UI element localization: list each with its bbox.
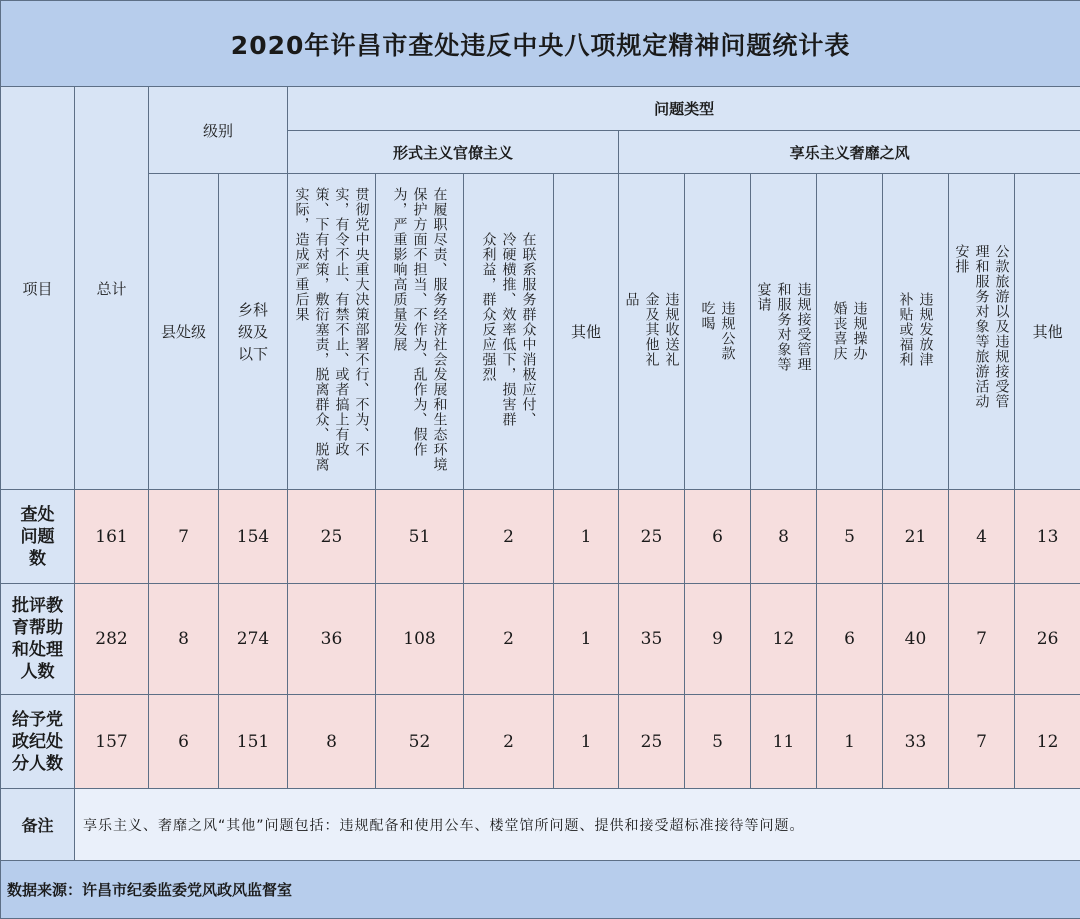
table-cell: 1 — [817, 695, 883, 789]
row-label-cases — [1, 490, 75, 584]
data-source: 数据来源：许昌市纪委监委党风政风监督室 — [1, 861, 1080, 919]
header-hedonism-5-text: 违规发放津补贴或福利 — [897, 291, 934, 367]
table-cell: 2 — [464, 584, 554, 695]
table-cell: 6 — [817, 584, 883, 695]
row-label-disciplined-text: 给予党政纪处分人数 — [12, 709, 63, 774]
table-cell: 6 — [685, 490, 751, 584]
table-cell: 33 — [883, 695, 949, 789]
header-hedonism-other: 其他 — [1015, 174, 1080, 490]
table-cell: 4 — [949, 490, 1015, 584]
table-cell: 12 — [1015, 695, 1080, 789]
header-formalism: 形式主义官僚主义 — [288, 131, 619, 174]
table-cell: 13 — [1015, 490, 1080, 584]
header-formalism-2 — [376, 174, 464, 490]
note-label: 备注 — [1, 789, 75, 861]
header-formalism-1 — [288, 174, 376, 490]
table-cell: 2 — [464, 695, 554, 789]
header-hedonism: 享乐主义奢靡之风 — [619, 131, 1080, 174]
table-cell: 8 — [288, 695, 376, 789]
table-cell: 2 — [464, 490, 554, 584]
table-cell: 25 — [619, 695, 685, 789]
header-hedonism-2-text: 违规公款吃喝 — [699, 300, 736, 361]
row-label-disciplined — [1, 695, 75, 789]
table-cell: 1 — [554, 490, 619, 584]
header-formalism-1-text: 贯彻党中央重大决策部署不行、不为、不实，有令不止、有禁不止、或者搞上有政策、下有对策，敷衍塞责，脱离群众、脱离实际，造成严重后果 — [293, 186, 370, 472]
table-cell: 26 — [1015, 584, 1080, 695]
header-hedonism-6-text: 公款旅游以及违规接受管理和服务对象等旅游活动安排 — [953, 244, 1010, 409]
table-cell: 40 — [883, 584, 949, 695]
header-formalism-3-text: 在联系服务群众中消极应付、冷硬横推、效率低下，损害群众利益，群众反应强烈 — [480, 231, 537, 427]
table-cell: 108 — [376, 584, 464, 695]
header-formalism-3 — [464, 174, 554, 490]
table-cell: 35 — [619, 584, 685, 695]
table-cell: 151 — [219, 695, 288, 789]
page-title: 2020年许昌市查处违反中央八项规定精神问题统计表 — [1, 1, 1080, 87]
header-hedonism-4 — [817, 174, 883, 490]
header-township-level-label: 乡科级及以下 — [237, 300, 268, 363]
table-cell: 25 — [619, 490, 685, 584]
table-cell: 282 — [75, 584, 149, 695]
table-cell: 157 — [75, 695, 149, 789]
header-project: 项目 — [1, 87, 75, 490]
table-cell: 154 — [219, 490, 288, 584]
table-cell: 51 — [376, 490, 464, 584]
header-total: 总计 — [75, 87, 149, 490]
header-hedonism-1-text: 违规收送礼金及其他礼品 — [623, 291, 680, 367]
header-formalism-2-text: 在履职尽责、服务经济社会发展和生态环境保护方面不担当、不作为、乱作为、假作为，严重影响高质量发展 — [391, 186, 448, 472]
row-label-handled — [1, 584, 75, 695]
table-cell: 1 — [554, 695, 619, 789]
header-hedonism-3 — [751, 174, 817, 490]
table-cell: 8 — [751, 490, 817, 584]
table-cell: 1 — [554, 584, 619, 695]
table-cell: 5 — [685, 695, 751, 789]
table-cell: 9 — [685, 584, 751, 695]
table-cell: 21 — [883, 490, 949, 584]
table-cell: 274 — [219, 584, 288, 695]
header-hedonism-1 — [619, 174, 685, 490]
table-cell: 11 — [751, 695, 817, 789]
header-formalism-other: 其他 — [554, 174, 619, 490]
table-cell: 8 — [149, 584, 219, 695]
header-hedonism-6 — [949, 174, 1015, 490]
table-cell: 36 — [288, 584, 376, 695]
row-label-cases-text: 查处问题数 — [20, 504, 55, 569]
table-cell: 7 — [949, 695, 1015, 789]
header-hedonism-2 — [685, 174, 751, 490]
header-problem-type: 问题类型 — [288, 87, 1080, 131]
table-cell: 52 — [376, 695, 464, 789]
table-cell: 12 — [751, 584, 817, 695]
header-hedonism-5 — [883, 174, 949, 490]
table-cell: 25 — [288, 490, 376, 584]
header-hedonism-4-text: 违规操办婚丧喜庆 — [831, 300, 868, 361]
row-label-handled-text: 批评教育帮助和处理人数 — [12, 596, 63, 682]
header-township-level — [219, 174, 288, 490]
header-hedonism-3-text: 违规接受管理和服务对象等宴请 — [755, 281, 812, 372]
header-county-level: 县处级 — [149, 174, 219, 490]
table-cell: 7 — [149, 490, 219, 584]
table-cell: 6 — [149, 695, 219, 789]
table-cell: 7 — [949, 584, 1015, 695]
header-level: 级别 — [149, 87, 288, 174]
note-text: 享乐主义、奢靡之风“其他”问题包括：违规配备和使用公车、楼堂馆所问题、提供和接受超标准接待等问题。 — [75, 789, 1080, 861]
table-cell: 5 — [817, 490, 883, 584]
table-cell: 161 — [75, 490, 149, 584]
